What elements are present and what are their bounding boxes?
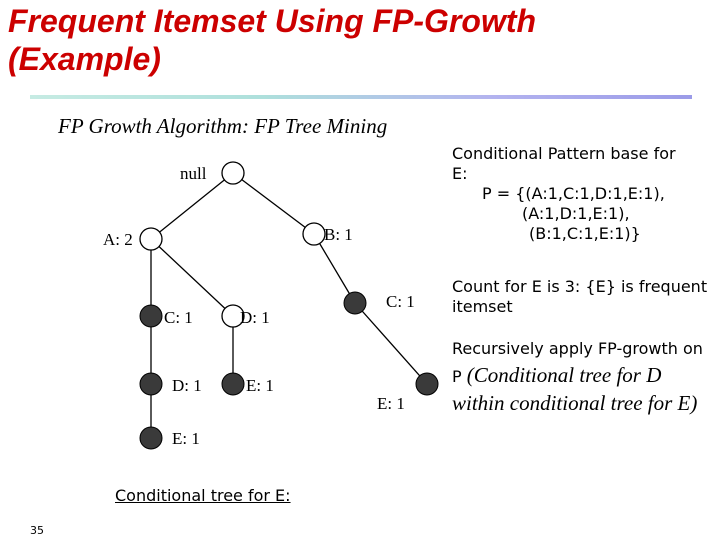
recursion-italic-text: (Conditional tree for D within conditional tree for E) (452, 363, 698, 415)
title-line-2: (Example) (8, 41, 161, 77)
count-statement: Count for E is 3: {E} is frequent itemset (452, 277, 708, 316)
cpb-line-4: (A:1,D:1,E:1), (522, 204, 630, 223)
conditional-pattern-base (452, 144, 714, 244)
label-e2: E: 1 (377, 394, 405, 413)
label-a: A: 2 (103, 230, 133, 249)
label-c1: C: 1 (164, 308, 193, 327)
title-line-1: Frequent Itemset Using FP-Growth (8, 3, 537, 39)
label-e1: E: 1 (246, 376, 274, 395)
tree-node-e1 (222, 373, 244, 395)
label-d1: D: 1 (240, 308, 270, 327)
cpb-line-3: P = {(A:1,C:1,D:1,E:1), (482, 184, 665, 203)
edge-c2-e2 (355, 303, 427, 384)
cpb-line-2: E: (452, 164, 468, 183)
tree-node-c2 (344, 292, 366, 314)
edge-null-b (233, 173, 314, 234)
tree-node-b (303, 223, 325, 245)
slide-subtitle: FP Growth Algorithm: FP Tree Mining (58, 114, 388, 138)
edge-a-d1 (151, 239, 233, 316)
cpb-line-5: (B:1,C:1,E:1)} (529, 224, 641, 243)
label-b: B: 1 (324, 225, 353, 244)
tree-node-c1 (140, 305, 162, 327)
tree-node-d2 (140, 373, 162, 395)
tree-node-a (140, 228, 162, 250)
recursion-statement (452, 336, 714, 418)
label-d2: D: 1 (172, 376, 202, 395)
tree-node-null (222, 162, 244, 184)
cpb-line-1: Conditional Pattern base for (452, 144, 676, 163)
page-number: 35 (30, 524, 44, 537)
tree-node-e2 (416, 373, 438, 395)
tree-node-e3 (140, 427, 162, 449)
recursion-text: Recursively apply FP-growth on P (452, 339, 703, 386)
edge-b-c2 (314, 234, 355, 303)
label-c2: C: 1 (386, 292, 415, 311)
label-e3: E: 1 (172, 429, 200, 448)
conditional-tree-caption: Conditional tree for E: (115, 486, 291, 505)
label-null: null (180, 164, 207, 183)
